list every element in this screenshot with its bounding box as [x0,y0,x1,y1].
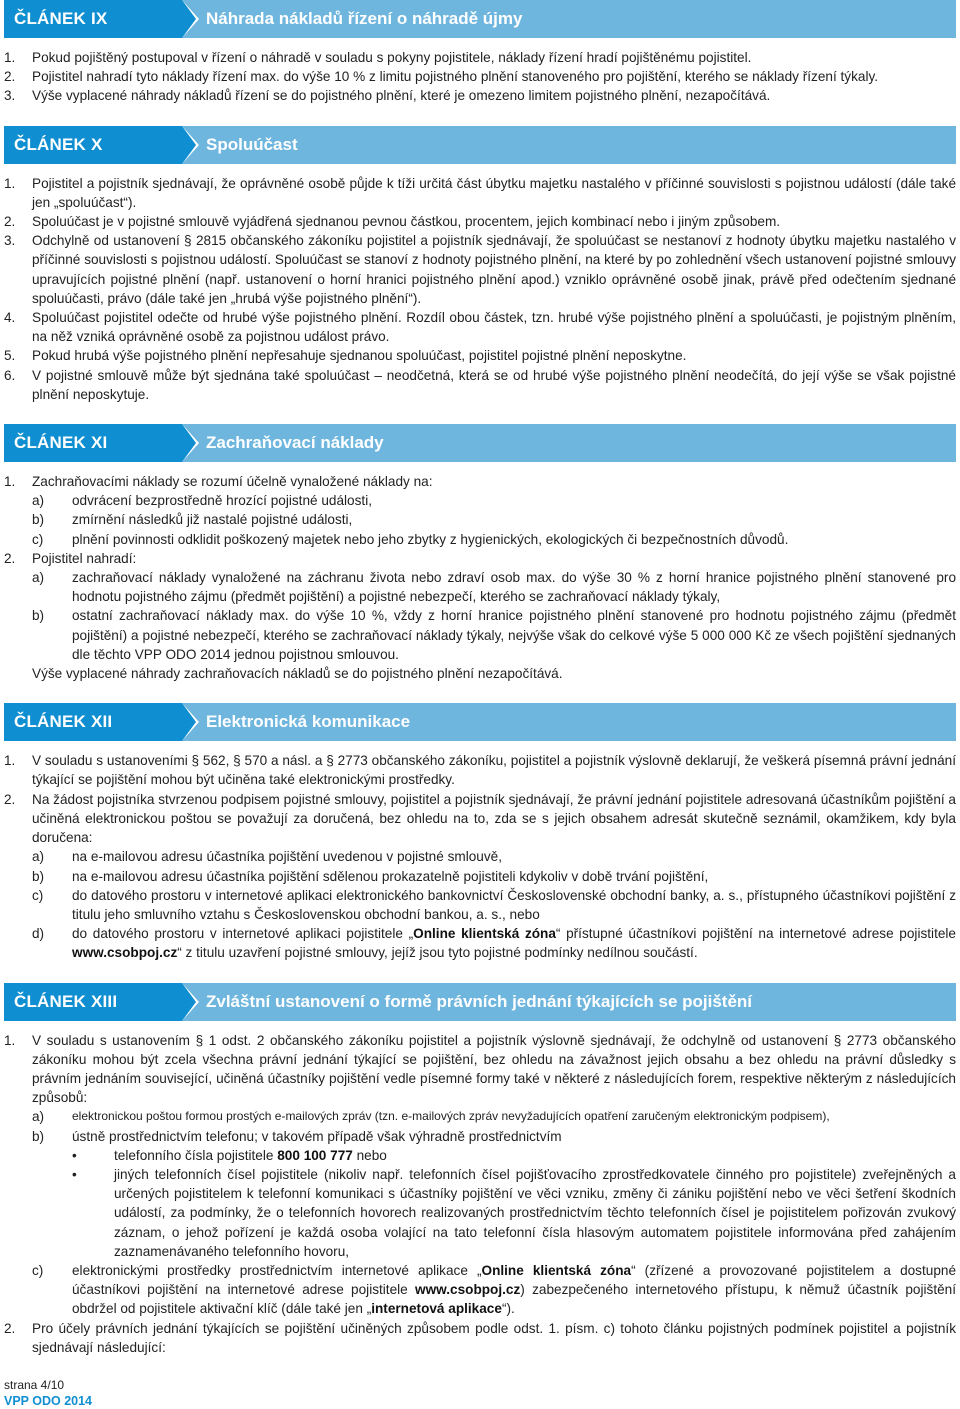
article-11 [4,424,956,683]
paragraph: 1. Zachraňovacími náklady se rozumí účelně vynaložené náklady na: [4,474,433,490]
article-header [4,983,956,1021]
sub-item: c) do datového prostoru v internetové aplikaci elektronického bankovnictví Československé obchodní banky, a. s., přístupného účastníkovi pojištění z titulu jeho smluvního vztahu s Československou obchodní bankou, a. s., nebo [32,887,956,922]
paragraph: 1. V souladu s ustanovením § 1 odst. 2 občanského zákoníku pojistitel a pojistník výslovně sjednávají, že odchylně od ustanovení § 2773 občanského zákoníku mohou být zcela všechna právní jednání týkající se pojištění, bez ohledu na závažnost jejich obsahu a bez ohledu na právní důsledky s právním jednáním související, učiněná účastníky pojištění vedle písemné formy také v některé z následujících forem, respektive některým z následujících způsobů: [4,1032,956,1106]
paragraph-note: Výše vyplacené náhrady zachraňovacích nákladů se do pojistného plnění nezapočítává. [32,666,563,682]
paragraph: 2. Spoluúčast je v pojistné smlouvě vyjádřená sjednanou pevnou částkou, procentem, jejich kombinací nebo i jiným způsobem. [4,214,781,230]
article-header [4,703,956,741]
paragraph: 2. Na žádost pojistníka stvrzenou podpisem pojistné smlouvy, pojistitel a pojistník sjednávají, že právní jednání pojistitele adresovaná účastníkům pojištění a učiněná elektronickou poštou se považují za doručená, bez ohledu na to, zda se s jejich obsahem adresát skutečně seznámil, okamžikem, kdy byla doručena: [4,791,956,846]
sub-item: d) do datového prostoru v internetové aplikaci pojistitele „Online klientská zóna“ přístupné účastníkovi pojištění na internetové adrese pojistitele www.csobpoj.cz“ z titulu uzavření pojistné smlouvy, jejíž jsou tyto pojistné podmínky nedílnou součástí. [32,926,956,961]
app-alias: internetová aplikace [371,1301,502,1317]
app-name: Online klientská zóna [481,1262,632,1278]
paragraph: 6. V pojistné smlouvě může být sjednána také spoluúčast – neodčetná, která se od hrubé výše pojistného plnění neodečítá, do její výše se však pojistné plnění neposkytuje. [4,367,956,402]
sub-item: b) zmírnění následků již nastalé pojistné události, [32,512,353,528]
article-title: Elektronická komunikace [206,712,411,732]
article-10 [4,126,956,404]
sub-item: a) na e-mailovou adresu účastníka pojištění uvedenou v pojistné smlouvě, [32,849,502,865]
sub-item: a) odvrácení bezprostředně hrozící pojistné události, [32,493,372,509]
article-code: ČLÁNEK IX [4,0,182,38]
paragraph: 5. Pokud hrubá výše pojistného plnění nepřesahuje sjednanou spoluúčast, pojistitel pojistné plnění neposkytne. [4,348,687,364]
sub-item: b) na e-mailovou adresu účastníka pojištění sdělenou prokazatelně pojistiteli kdykoliv v době trvání pojištění, [32,868,709,884]
paragraph: 1. V souladu s ustanoveními § 562, § 570 a násl. a § 2773 občanského zákoníku, pojistitel a pojistník výslovně deklarují, že veškerá písemná právní jednání týkající se pojištění mohou být učiněna také elektronickými prostředky. [4,753,956,788]
article-code: ČLÁNEK XI [4,424,182,462]
paragraph: 2. Pro účely právních jednání týkajících se pojištění učiněných způsobem podle odst. 1. písm. c) tohoto článku pojistných podmínek pojistitel a pojistník sjednávají následující: [4,1320,956,1355]
bullet-item: • jiných telefonních čísel pojistitele (nikoliv např. telefonních čísel pojišťovacího zprostředkovatele činného pro pojistitele) zveřejněných a určených pojistitelem k telefonní komunikaci s účastníky pojištění ve věci vzniku, změny či zániku pojištění nebo ve věci šetření škodních událostí, za podmínky, že o telefonních hovorech realizovaných prostřednictvím těchto telefonních čísel je pojistitelem pořizován zvukový záznam, o jehož pořízení je každá osoba volající na tato telefonní čísla hlasovým automatem pojistitele informována před zahájením zaznamenávaného telefonního hovoru, [72,1166,956,1259]
bullet-item: • telefonního čísla pojistitele 800 100 777 nebo [72,1147,387,1163]
paragraph: 4. Spoluúčast pojistitel odečte od hrubé výše pojistného plnění. Rozdíl obou částek, tzn. hrubé výše pojistného plnění a spoluúčasti, je pojistným plněním, na něž vzniká oprávněné osobě za pojistnou událost právo. [4,310,956,345]
article-code: ČLÁNEK XIII [4,983,182,1021]
paragraph: 1. Pojistitel a pojistník sjednávají, že oprávněné osobě půjde k tíži určitá část úbytku majetku nastalého v příčinné souvislosti s pojistnou událostí (dále také jen „spoluúčast“). [4,175,956,210]
sub-item: c) plnění povinnosti odklidit poškozený majetek nebo jeho zbytky z hygienických, ekologických či bezpečnostních důvodů. [32,531,789,547]
sub-item: b) ústně prostřednictvím telefonu; v takovém případě však výhradně prostřednictvím [32,1128,562,1144]
sub-item: a) zachraňovací náklady vynaložené na záchranu života nebo zdraví osob max. do výše 30 % z horní hranice pojistného plnění stanovené pro hodnotu pojistného zájmu (předmět pojištění) a pojistné nebezpečí, kterého se zachraňovací náklady týkaly, [32,570,956,605]
app-name: Online klientská zóna [413,926,556,942]
sub-item: b) ostatní zachraňovací náklady max. do výše 10 %, vždy z horní hranice pojistného plnění stanovené pro hodnotu pojistného zájmu (předmět pojištění) a pojistné nebezpečí, kterého se zachraňovací náklady týkaly, nejvýše však do celkové výše 5 000 000 Kč ze všech pojištění sjednaných dle těchto VPP ODO 2014 jednou pojistnou smlouvou. [32,608,956,662]
page-number: strana 4/10 [4,1378,65,1392]
article-title: Zvláštní ustanovení o formě právních jednání týkajících se pojištění [206,991,753,1011]
website-link[interactable]: www.csobpoj.cz [72,945,178,961]
article-header [4,0,956,38]
page-footer [4,1377,92,1409]
article-code: ČLÁNEK X [4,126,182,164]
paragraph: 2. Pojistitel nahradí tyto náklady řízení max. do výše 10 % z limitu pojistného plnění stanoveného pro pojištění, kterého se náklady řízení týkaly. [4,69,879,85]
article-13 [4,983,956,1357]
phone-number: 800 100 777 [277,1147,353,1163]
article-code: ČLÁNEK XII [4,703,182,741]
article-header [4,126,956,164]
article-header [4,424,956,462]
paragraph: 3. Odchylně od ustanovení § 2815 občanského zákoníku pojistitel a pojistník sjednávají, že spoluúčast se nestanoví z hodnoty úbytku majetku nastalého v příčinné souvislosti s pojistnou událostí. Spoluúčast se stanoví z hodnoty pojistného plnění, na které by po zohlednění všech ustanovení pojistné smlouvy upravujících pojistné plnění (např. ustanovení o horní hranici pojistného plnění apod.) vzniklo oprávněné osobě jinak, právě před odečtením sjednané spoluúčasti, právo (dále také jen „hrubá výše pojistného plnění“). [4,233,956,306]
article-title: Náhrada nákladů řízení o náhradě újmy [206,9,523,28]
website-link[interactable]: www.csobpoj.cz [415,1282,521,1298]
article-9 [4,0,956,106]
document-code: VPP ODO 2014 [4,1394,93,1408]
sub-item: c) elektronickými prostředky prostřednictvím internetové aplikace „Online klientská zóna“ (zřízené a provozované pojistitelem a dostupné účastníkovi pojištění na internetové adrese pojistitele www.csobpoj.cz) zabezpečeného internetového přístupu, k němuž účastník pojištění obdržel od pojistitele aktivační klíč (dále také jen „internetová aplikace“). [32,1262,956,1317]
paragraph: 3. Výše vyplacené náhrady nákladů řízení se do pojistného plnění, které je omezeno limitem pojistného plnění, nezapočítává. [4,88,771,104]
article-title: Spoluúčast [206,134,298,154]
sub-item: a) elektronickou poštou formou prostých e-mailových zpráv (tzn. e-mailových zpráv nevyžadujících opatření zaručeným elektronickým podpisem), [32,1109,830,1125]
article-12 [4,703,956,962]
paragraph: 1. Pokud pojištěný postupoval v řízení o náhradě v souladu s pokyny pojistitele, náklady řízení hradí pojištěnému pojistitel. [4,50,752,65]
paragraph: 2. Pojistitel nahradí: [4,550,137,566]
article-title: Zachraňovací náklady [206,433,384,453]
document-page [4,0,956,1377]
